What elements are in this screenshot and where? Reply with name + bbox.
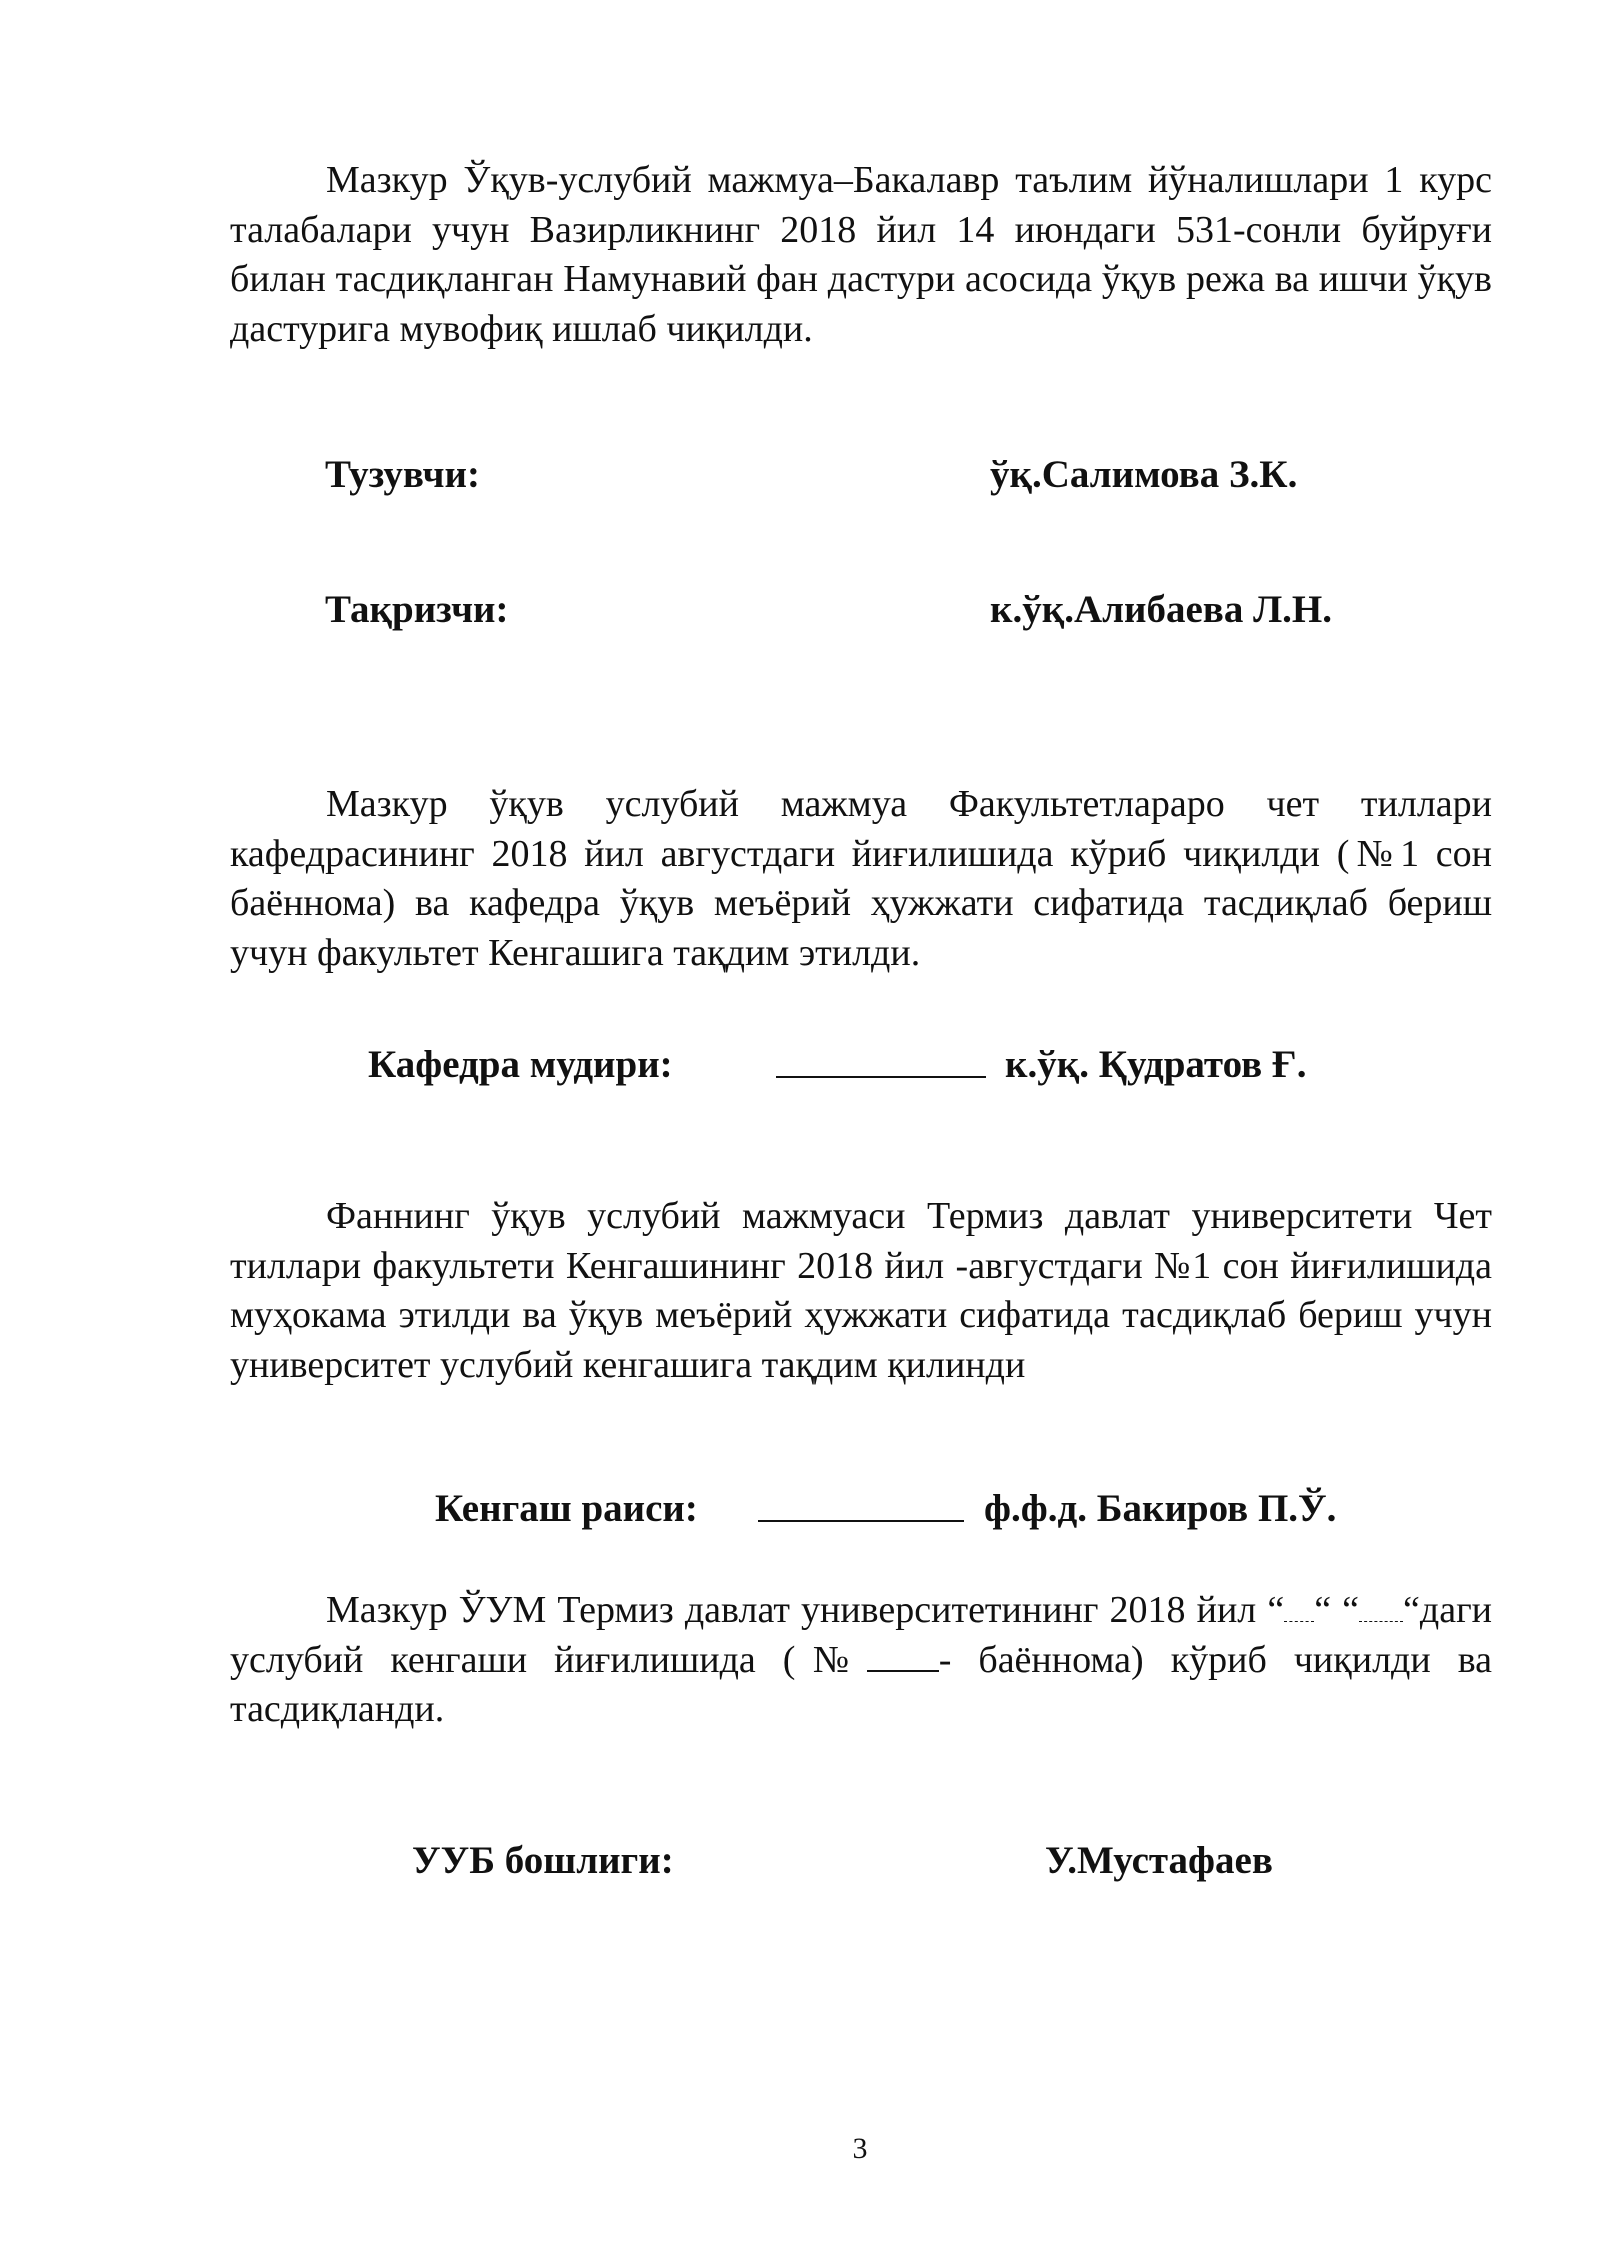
faculty-paragraph: Фаннинг ўқув услубий мажмуаси Термиз давлат университети Чет тиллари факультети Кенгашининг 2018 йил -августдаги №1 сон йиғилишида муҳокама этилди ва ўқув меъёрий ҳужжати сифатида тасдиқлаб бериш учун университет услубий кенгашига тақдим қилинди	[230, 1195, 1492, 1386]
reviewer-label: Тақризчи:	[325, 588, 509, 631]
compiler-label: Тузувчи:	[325, 453, 480, 496]
month-blank	[1359, 1607, 1403, 1622]
approval-paragraph	[230, 1586, 1492, 1735]
approval-text-mid: “даги услубий кенгаши йиғилишида (№	[230, 1589, 1493, 1681]
approval-text-end: кўриб чиқилди ва тасдиқланди.	[230, 1638, 1493, 1730]
council-signature-line	[758, 1492, 964, 1522]
council-name: ф.ф.д. Бакиров П.Ў.	[984, 1487, 1337, 1530]
council-label: Кенгаш раиси:	[435, 1487, 698, 1530]
approval-text-protocol: - баённома)	[938, 1638, 1144, 1681]
uub-name: У.Мустафаев	[1045, 1839, 1273, 1882]
page-number: 3	[852, 2132, 868, 2165]
approval-quote-mid: “ “	[1314, 1589, 1360, 1631]
head-name: к.ўқ. Қудратов Ғ.	[1005, 1043, 1307, 1086]
head-signature-line	[776, 1048, 986, 1078]
protocol-number-blank	[867, 1640, 939, 1672]
intro-paragraph: Мазкур Ўқув-услубий мажмуа–Бакалавр таълим йўналишлари 1 курс талабалари учун Вазирликнинг 2018 йил 14 июндаги 531-сонли буйруғи билан тасдиқланган Намунавий фан дастури асосида ўқув режа ва ишчи ўқув дастурига мувофиқ ишлаб чиқилди.	[230, 159, 1492, 350]
approval-quote-open: “	[1267, 1589, 1285, 1631]
day-blank	[1284, 1607, 1314, 1622]
head-label: Кафедра мудири:	[368, 1043, 673, 1086]
uub-label: УУБ бошлиги:	[412, 1839, 674, 1882]
department-paragraph: Мазкур ўқув услубий мажмуа Факультетлараро чет тиллари кафедрасининг 2018 йил августдаги йиғилишида кўриб чиқилди (№1 сон баённома) ва кафедра ўқув меъёрий ҳужжати сифатида тасдиқлаб бериш учун факультет Кенгашига тақдим этилди.	[230, 783, 1492, 974]
reviewer-name: к.ўқ.Алибаева Л.Н.	[990, 588, 1332, 631]
compiler-name: ўқ.Салимова З.К.	[990, 453, 1298, 496]
approval-text-start: Мазкур ЎУМ Термиз давлат университетининг 2018 йил	[326, 1589, 1257, 1631]
